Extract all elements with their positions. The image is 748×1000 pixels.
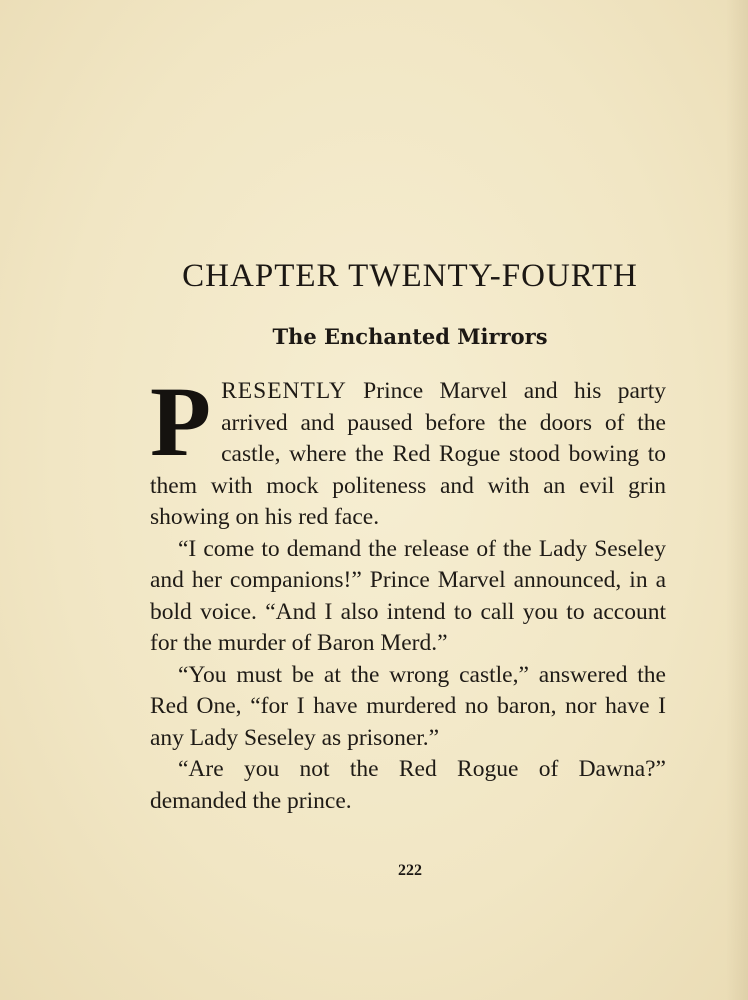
lead-word: RESENTLY [221,378,347,404]
chapter-title: CHAPTER TWENTY-FOURTH [182,258,638,294]
page-edge-shadow [726,0,748,1000]
paragraph-2: “I come to demand the release of the Lady Seseley and her companions!” Prince Marvel announced, in a bold voice. “And I also intend to call you to account for the murder of Baron Merd.” [150,535,666,656]
body-text [150,366,666,817]
paragraph-3: “You must be at the wrong castle,” answered the Red One, “for I have murdered no baron, nor have I any Lady Seseley as prisoner.” [150,661,666,751]
chapter-subtitle: The Enchanted Mirrors [272,324,548,349]
paragraph-4: “Are you not the Red Rogue of Dawna?” demanded the prince. [150,756,666,814]
page-number: 222 [398,862,422,879]
paragraph-1 [150,366,666,534]
drop-cap: P [150,366,212,477]
paragraph-1-text: Prince Marvel and his party arrived and paused before the doors of the castle, where the Red Rogue stood bowing to them with mock politeness and with an evil grin showing on his red face. [150,378,666,530]
